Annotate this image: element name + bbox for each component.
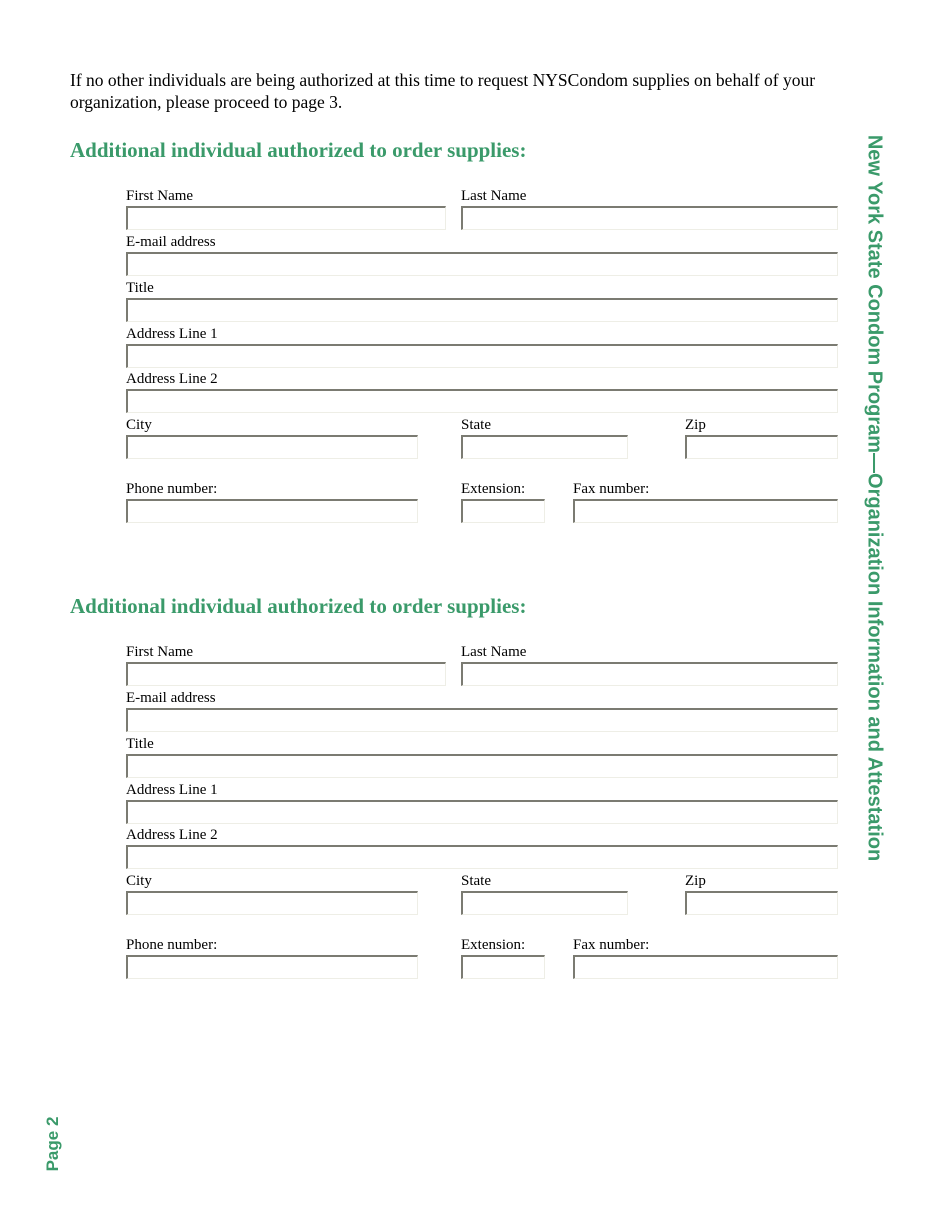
phone-label: Phone number: xyxy=(126,937,218,953)
authorized-individual-section-1 xyxy=(0,0,950,497)
zip-label: Zip xyxy=(685,417,706,433)
address-line-1-input[interactable] xyxy=(126,344,838,368)
address-line-2-label: Address Line 2 xyxy=(126,827,218,843)
address-line-1-label: Address Line 1 xyxy=(126,326,218,342)
email-input[interactable] xyxy=(126,708,838,732)
state-label: State xyxy=(461,873,491,889)
title-input[interactable] xyxy=(126,754,838,778)
city-label: City xyxy=(126,873,152,889)
last-name-label: Last Name xyxy=(461,188,527,204)
phone-label: Phone number: xyxy=(126,481,218,497)
state-label: State xyxy=(461,417,491,433)
intro-text: If no other individuals are being authorized at this time to request NYSCondom supplies on behalf of your organization, please proceed to page 3. xyxy=(70,70,816,112)
address-line-2-label: Address Line 2 xyxy=(126,371,218,387)
section-heading: Additional individual authorized to order supplies: xyxy=(70,594,527,618)
address-line-2-input[interactable] xyxy=(126,389,838,413)
title-input[interactable] xyxy=(126,298,838,322)
zip-label: Zip xyxy=(685,873,706,889)
extension-input[interactable] xyxy=(461,955,545,979)
fax-label: Fax number: xyxy=(573,937,650,953)
address-line-1-input[interactable] xyxy=(126,800,838,824)
last-name-input[interactable] xyxy=(461,206,838,230)
last-name-label: Last Name xyxy=(461,644,527,660)
first-name-label: First Name xyxy=(126,644,194,660)
fax-input[interactable] xyxy=(573,955,838,979)
state-input[interactable] xyxy=(461,891,628,915)
first-name-input[interactable] xyxy=(126,206,446,230)
extension-label: Extension: xyxy=(461,481,526,497)
title-label: Title xyxy=(126,280,154,296)
email-label: E-mail address xyxy=(126,234,216,250)
first-name-input[interactable] xyxy=(126,662,446,686)
authorized-individual-section-2 xyxy=(0,456,950,953)
page-number: Page 2 xyxy=(43,1116,62,1172)
first-name-label: First Name xyxy=(126,188,194,204)
zip-input[interactable] xyxy=(685,891,838,915)
email-label: E-mail address xyxy=(126,690,216,706)
side-document-title: New York State Condom Program—Organization Information and Attestation xyxy=(863,134,886,862)
city-input[interactable] xyxy=(126,891,418,915)
extension-label: Extension: xyxy=(461,937,526,953)
email-input[interactable] xyxy=(126,252,838,276)
title-label: Title xyxy=(126,736,154,752)
phone-input[interactable] xyxy=(126,955,418,979)
city-label: City xyxy=(126,417,152,433)
address-line-1-label: Address Line 1 xyxy=(126,782,218,798)
address-line-2-input[interactable] xyxy=(126,845,838,869)
section-heading: Additional individual authorized to order supplies: xyxy=(70,138,527,162)
last-name-input[interactable] xyxy=(461,662,838,686)
fax-label: Fax number: xyxy=(573,481,650,497)
